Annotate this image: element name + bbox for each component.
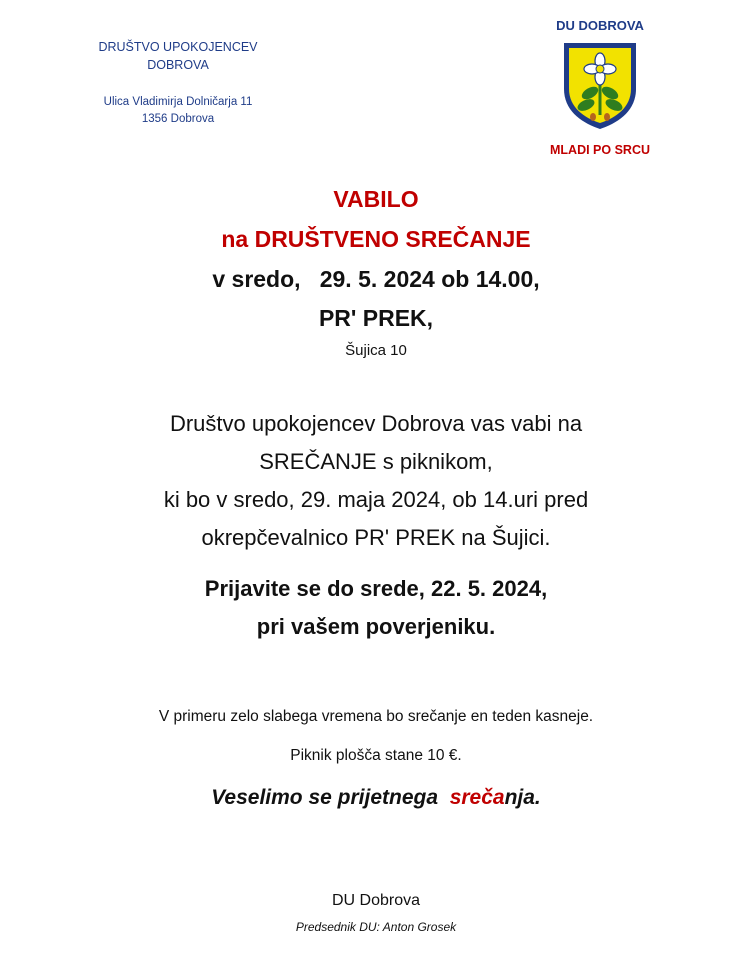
event-name: na DRUŠTVENO SREČANJE xyxy=(221,226,531,252)
signature-president: Predsednik DU: Anton Grosek xyxy=(295,920,457,934)
event-venue: PR' PREK, xyxy=(318,305,434,331)
signup-line-1: Prijavite se do srede, 22. 5. 2024, xyxy=(204,576,548,601)
org-name-line1: DRUŠTVO UPOKOJENCEV xyxy=(98,40,258,54)
organization-header xyxy=(60,38,296,128)
closing-part-1: Veselimo se prijetnega xyxy=(211,786,450,809)
org-name-line2: DOBROVA xyxy=(147,58,209,72)
signup-notice xyxy=(0,570,752,646)
crest-block xyxy=(520,18,680,157)
price-note: Piknik plošča stane 10 €. xyxy=(290,747,462,764)
signature-org: DU Dobrova xyxy=(331,892,421,909)
closing-line xyxy=(0,786,752,810)
weather-note: V primeru zelo slabega vremena bo srečanje en teden kasneje. xyxy=(158,708,594,725)
org-address xyxy=(60,94,296,128)
event-date-time: v sredo, 29. 5. 2024 ob 14.00, xyxy=(212,266,540,292)
signup-line-2: pri vašem poverjeniku. xyxy=(256,614,496,639)
crest-bottom-label: MLADI PO SRCU xyxy=(550,143,650,157)
crest-top-label: DU DOBROVA xyxy=(556,18,644,33)
invitation-title: VABILO xyxy=(333,186,419,212)
body-line-4: okrepčevalnico PR' PREK na Šujici. xyxy=(201,525,551,550)
closing-part-2-highlight: sreča xyxy=(449,786,505,809)
body-line-3: ki bo v sredo, 29. maja 2024, ob 14.uri pred xyxy=(163,487,589,512)
event-address: Šujica 10 xyxy=(345,342,407,359)
org-address-city: 1356 Dobrova xyxy=(141,113,215,125)
crest-logo-icon xyxy=(560,39,640,131)
body-line-2: SREČANJE s piknikom, xyxy=(259,449,493,474)
body-line-1: Društvo upokojencev Dobrova vas vabi na xyxy=(169,411,583,436)
org-address-street: Ulica Vladimirja Dolničarja 11 xyxy=(103,96,253,108)
invitation-body xyxy=(0,405,752,557)
closing-part-3: nja. xyxy=(504,786,541,809)
